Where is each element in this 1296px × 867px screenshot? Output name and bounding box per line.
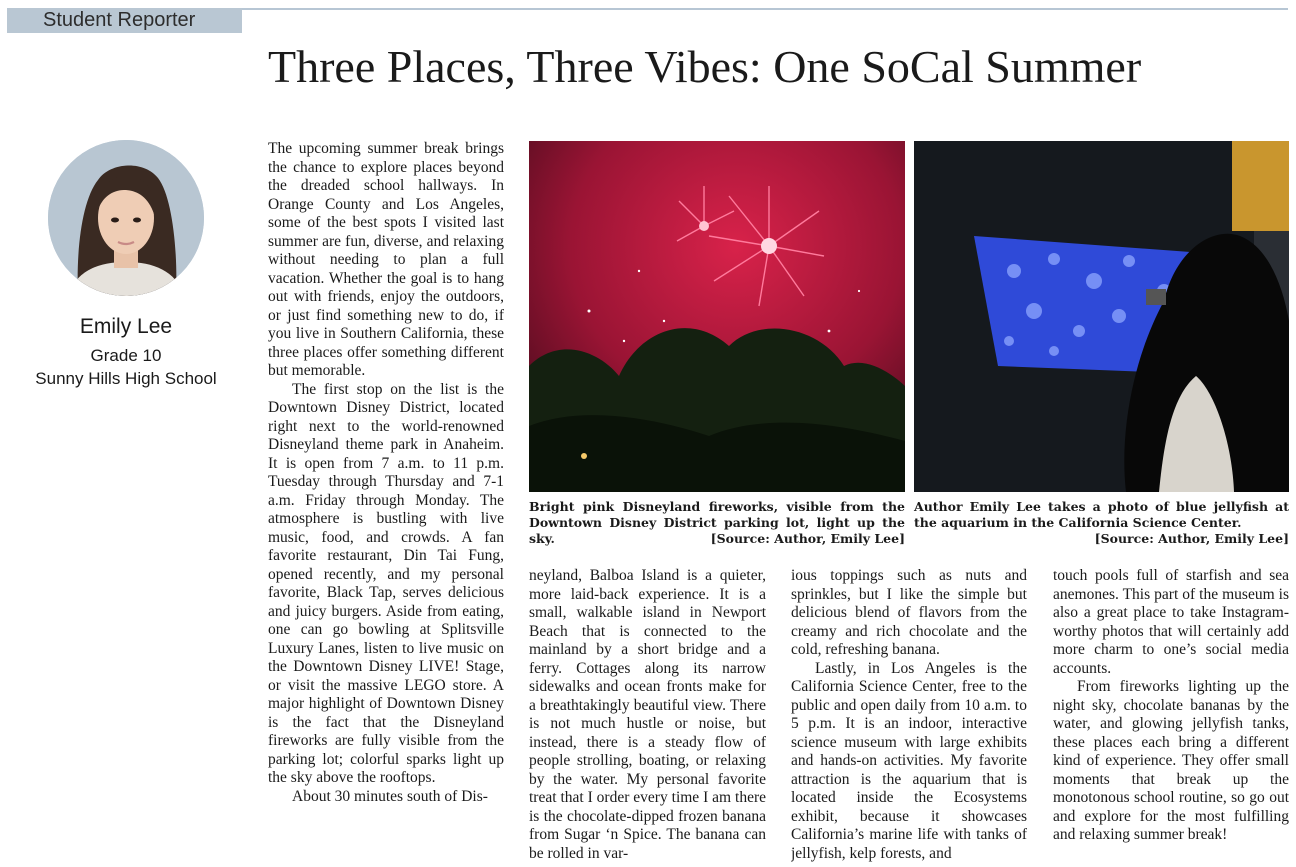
section-tag: Student Reporter — [7, 8, 242, 33]
article-paragraph: The upcoming summer break brings the chance to explore places beyond the dreaded school hallways. In Orange County and Los Angeles, some of the best spots I visited last summer are fun, diverse, and relaxing without needing to plan a full vacation. Whether the goal is to hang out with friends, enjoy the outdoors, or just find something new to do, if you live in Southern California, these three places offer something different but memorable. — [268, 140, 504, 379]
article-column-2 — [529, 567, 766, 865]
headline: Three Places, Three Vibes: One SoCal Summer — [268, 41, 1142, 92]
article-paragraph: touch pools full of starfish and sea anemones. This part of the museum is also a great place to take Instagram-worthy photos that will certainly add more charm to one’s social media accounts. — [1053, 567, 1289, 677]
article-column-1 — [268, 140, 504, 865]
article-paragraph: The first stop on the list is the Downtown Disney District, located right next to the world-renowned Disneyland theme park in Anaheim. It is open from 7 a.m. to 11 p.m. Tuesday through Thursday and 7-1 a.m. Friday through Monday. The atmosphere is bustling with live music, food, and crowds. A fan favorite restaurant, Din Tai Fung, opened recently, and my personal favorite, Black Tap, serves delicious and juicy burgers. Aside from eating, one can go bowling at Splitsville Luxury Lanes, listen to live music on the Downtown Disney LIVE! Stage, or visit the massive LEGO store. A major highlight of Downtown Disney is the fact that the Disneyland fireworks are fully visible from the parking lot; colorful sparks light up the sky above the rooftops. — [268, 380, 504, 786]
article-paragraph: Lastly, in Los Angeles is the California Science Center, free to the public and open daily from 10 a.m. to 5 p.m. It is an indoor, interactive science museum with large exhibits and hands-on activities. My favorite attraction is the aquarium that is located inside the Ecosystems exhibit, because it showcases California’s marine life with tanks of jellyfish, kelp forests, and — [791, 659, 1027, 862]
article-paragraph: ious toppings such as nuts and sprinkles, but I like the simple but delicious blend of flavors from the creamy and rich chocolate and the cold, refreshing banana. — [791, 567, 1027, 658]
fireworks-photo-icon — [529, 141, 905, 492]
author-avatar — [48, 140, 204, 296]
author-school: Sunny Hills High School — [35, 369, 217, 388]
article-paragraph: neyland, Balboa Island is a quieter, more laid-back experience. It is a small, walkable island in Newport Beach that is connected to the mainland by a short bridge and a ferry. Cottages along its narrow sidewalks and ocean fronts make for a breathtakingly beautiful view. There is not much hustle or noise, but instead, there is a steady flow of people strolling, boating, or relaxing by the water. My personal favorite treat that I order every time I am there is the chocolate-dipped frozen banana from Sugar ‘n Spice. The banana can be rolled in var- — [529, 567, 766, 862]
article-paragraph: From fireworks lighting up the night sky, chocolate bananas by the water, and glowing jellyfish tanks, these places each bring a different kind of experience. They offer small moments that break up the monotonous school routine, so go out and explore for the most fulfilling and relaxing summer break! — [1053, 678, 1289, 843]
photo-caption-1 — [529, 499, 905, 547]
caption-text: Author Emily Lee takes a photo of blue jellyfish at the aquarium in the California Science Center. — [914, 499, 1289, 530]
top-rule — [242, 8, 1288, 10]
author-grade: Grade 10 — [90, 346, 162, 365]
article-paragraph: About 30 minutes south of Dis- — [292, 787, 488, 805]
photo-source: [Source: Author, Emily Lee] — [710, 531, 905, 546]
author-name: Emily Lee — [79, 315, 173, 338]
jellyfish-photo — [914, 141, 1289, 492]
jellyfish-photo-icon — [914, 141, 1289, 492]
photo-caption-2 — [914, 499, 1289, 547]
article-column-4 — [1053, 567, 1289, 865]
author-portrait-icon — [48, 140, 204, 296]
photo-source: [Source: Author, Emily Lee] — [1094, 531, 1289, 546]
caption-text: Bright pink Disneyland fireworks, visible from the Downtown Disney District parking lot, light up the sky. — [529, 499, 905, 546]
fireworks-photo — [529, 141, 905, 492]
article-column-3 — [791, 567, 1027, 865]
